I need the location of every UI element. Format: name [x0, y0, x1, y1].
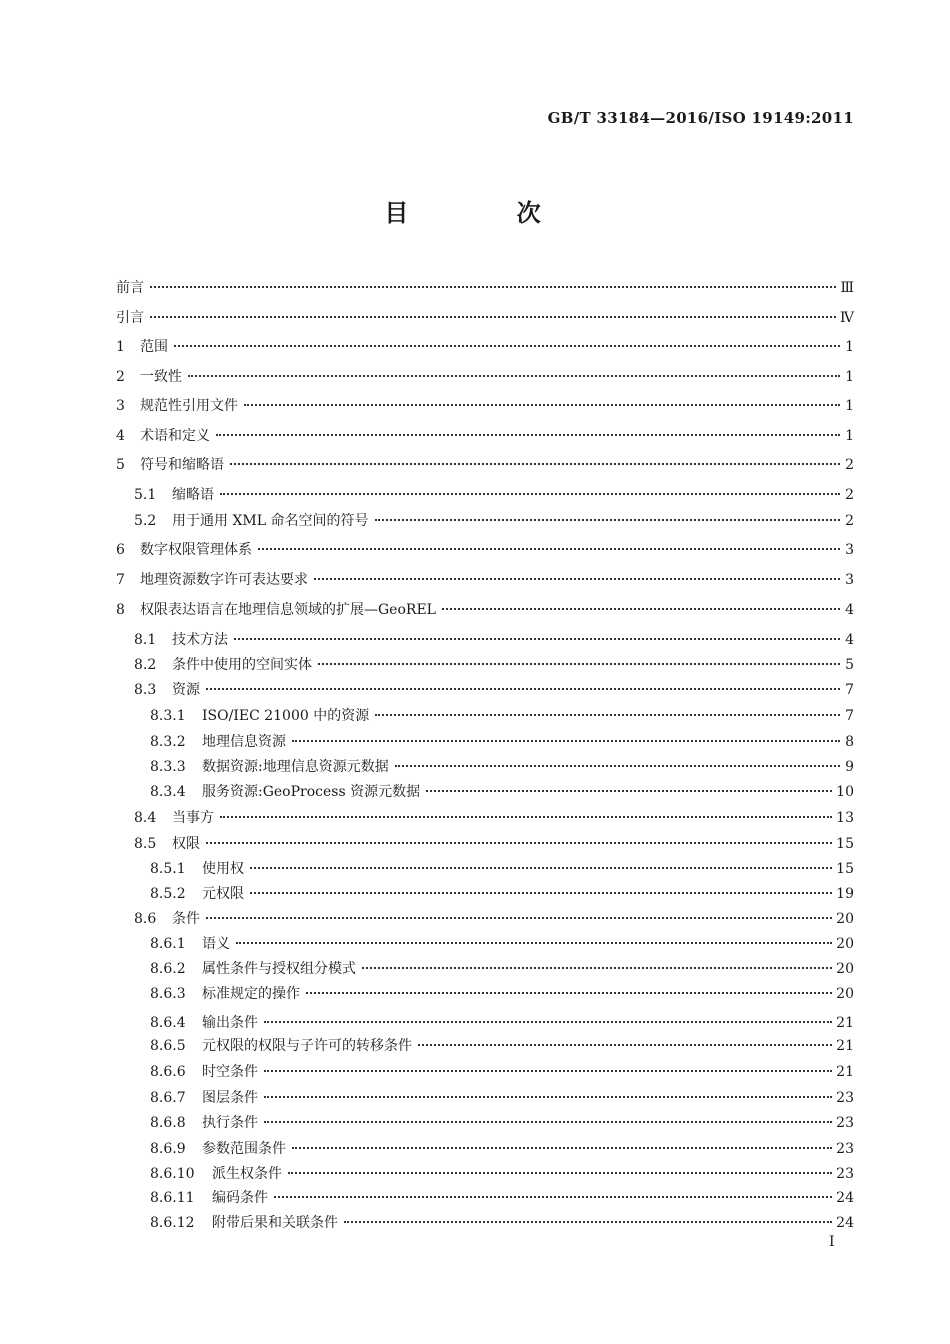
toc-leader-dots [216, 434, 840, 436]
toc-entry-label: 服务资源:GeoProcess 资源元数据 [202, 784, 421, 800]
toc-leader-dots [220, 816, 832, 818]
toc-leader-dots [264, 1021, 832, 1023]
toc-leader-dots [442, 608, 840, 610]
toc-entry[interactable] [116, 456, 854, 474]
toc-entry-label: 资源 [172, 682, 200, 698]
page-number: I [829, 1234, 835, 1250]
toc-entry-page: 9 [845, 759, 854, 775]
toc-entry-page: 24 [836, 1190, 854, 1206]
toc-entry[interactable] [150, 1189, 854, 1207]
page-title: 目 次 [384, 198, 591, 227]
toc-leader-dots [288, 1172, 832, 1174]
toc-entry-page: 2 [845, 487, 854, 503]
toc-leader-dots [418, 1044, 832, 1046]
toc-entry-label: 附带后果和关联条件 [212, 1215, 338, 1231]
toc-entry-label: 编码条件 [212, 1190, 268, 1206]
toc-entry-page: 23 [836, 1115, 854, 1131]
toc-entry-number: 8.6.7 [150, 1090, 186, 1106]
toc-entry-label: 使用权 [202, 861, 244, 877]
toc-entry[interactable] [116, 368, 854, 386]
toc-entry-number: 6 [116, 542, 125, 558]
toc-leader-dots [292, 740, 840, 742]
toc-entry-label: 属性条件与授权组分模式 [202, 961, 356, 977]
toc-leader-dots [426, 790, 832, 792]
toc-entry-number: 8.6.6 [150, 1064, 186, 1080]
toc-entry-label: 执行条件 [202, 1115, 258, 1131]
toc-entry-label: 数据资源:地理信息资源元数据 [202, 759, 389, 775]
toc-entry-label: 派生权条件 [212, 1166, 282, 1182]
toc-entry[interactable] [134, 910, 854, 928]
toc-entry-page: 2 [845, 513, 854, 529]
toc-entry-page: 13 [836, 810, 854, 826]
toc-entry[interactable] [150, 733, 854, 751]
toc-entry-number: 3 [116, 398, 125, 414]
toc-entry-label: 条件中使用的空间实体 [172, 657, 312, 673]
toc-entry[interactable] [150, 783, 854, 801]
toc-entry-page: 23 [836, 1166, 854, 1182]
toc-leader-dots [250, 867, 832, 869]
toc-entry-label: 语义 [202, 936, 230, 952]
toc-entry-label: 符号和缩略语 [140, 457, 224, 473]
toc-entry-number: 8.6.11 [150, 1190, 195, 1206]
toc-entry-page: 20 [836, 986, 854, 1002]
toc-leader-dots [318, 663, 840, 665]
toc-entry[interactable] [150, 1140, 854, 1158]
toc-leader-dots [150, 316, 836, 318]
toc-entry-page: 21 [836, 1015, 854, 1031]
toc-entry-page: 23 [836, 1141, 854, 1157]
toc-entry-number: 2 [116, 369, 125, 385]
toc-entry-number: 8.6.5 [150, 1038, 186, 1054]
toc-entry-label: 元权限 [202, 886, 244, 902]
toc-entry-number: 5 [116, 457, 125, 473]
toc-entry-number: 8.3 [134, 682, 157, 698]
toc-entry-page: 20 [836, 961, 854, 977]
toc-entry[interactable] [150, 1089, 854, 1107]
toc-entry[interactable] [116, 279, 854, 297]
toc-entry-page: 20 [836, 911, 854, 927]
toc-entry[interactable] [150, 1165, 854, 1183]
toc-entry-page: 3 [845, 542, 854, 558]
toc-entry-page: 8 [845, 734, 854, 750]
toc-entry-page: 21 [836, 1064, 854, 1080]
toc-entry-number: 5.1 [134, 487, 157, 503]
toc-entry[interactable] [134, 681, 854, 699]
toc-entry[interactable] [134, 809, 854, 827]
toc-entry[interactable] [150, 935, 854, 953]
toc-leader-dots [344, 1221, 832, 1223]
toc-entry-label: 规范性引用文件 [140, 398, 238, 414]
toc-entry-page: 2 [845, 457, 854, 473]
toc-entry-label: 标准规定的操作 [202, 986, 300, 1002]
toc-leader-dots [236, 942, 832, 944]
toc-entry[interactable] [150, 960, 854, 978]
toc-leader-dots [206, 842, 832, 844]
toc-leader-dots [292, 1147, 832, 1149]
toc-leader-dots [362, 967, 832, 969]
toc-entry-label: 地理信息资源 [202, 734, 286, 750]
toc-entry-label: 缩略语 [172, 487, 214, 503]
toc-leader-dots [188, 375, 840, 377]
toc-entry-label: 条件 [172, 911, 200, 927]
toc-entry-number: 1 [116, 339, 125, 355]
toc-entry-number: 8.5 [134, 836, 157, 852]
toc-entry[interactable] [134, 512, 854, 530]
toc-entry-label: 引言 [116, 310, 144, 326]
toc-entry-page: 4 [845, 602, 854, 618]
toc-entry-label: 输出条件 [202, 1015, 258, 1031]
toc-leader-dots [395, 765, 840, 767]
toc-entry[interactable] [134, 656, 854, 674]
toc-entry[interactable] [116, 338, 854, 356]
toc-entry[interactable] [116, 571, 854, 589]
toc-entry-page: 5 [845, 657, 854, 673]
toc-entry[interactable] [116, 397, 854, 415]
toc-entry[interactable] [150, 1037, 854, 1055]
toc-entry-number: 8.5.1 [150, 861, 186, 877]
toc-entry-label: 时空条件 [202, 1064, 258, 1080]
toc-entry-label: 技术方法 [172, 632, 228, 648]
toc-entry-page: 1 [845, 428, 854, 444]
toc-entry-number: 8.3.3 [150, 759, 186, 775]
toc-entry-label: 当事方 [172, 810, 214, 826]
toc-entry-number: 8.5.2 [150, 886, 186, 902]
toc-entry-number: 7 [116, 572, 125, 588]
toc-entry-number: 8.6.4 [150, 1015, 186, 1031]
toc-entry[interactable] [150, 985, 854, 1003]
toc-entry[interactable] [116, 427, 854, 445]
toc-entry-page: Ⅲ [840, 280, 854, 296]
toc-entry-page: 19 [836, 886, 854, 902]
toc-entry-page: Ⅳ [840, 310, 854, 326]
toc-entry-page: 7 [845, 708, 854, 724]
toc-entry[interactable] [150, 860, 854, 878]
toc-entry[interactable] [134, 631, 854, 649]
toc-entry-number: 8 [116, 602, 125, 618]
toc-entry-page: 1 [845, 339, 854, 355]
toc-entry-number: 4 [116, 428, 125, 444]
toc-entry-number: 8.3.1 [150, 708, 186, 724]
toc-leader-dots [264, 1121, 832, 1123]
toc-entry-page: 1 [845, 369, 854, 385]
toc-leader-dots [375, 519, 841, 521]
toc-leader-dots [206, 917, 832, 919]
toc-leader-dots [244, 404, 840, 406]
toc-leader-dots [258, 548, 840, 550]
toc-entry-page: 7 [845, 682, 854, 698]
toc-leader-dots [264, 1096, 832, 1098]
toc-leader-dots [150, 286, 836, 288]
toc-entry-number: 8.3.2 [150, 734, 186, 750]
toc-entry[interactable] [150, 1114, 854, 1132]
toc-entry-number: 8.6.2 [150, 961, 186, 977]
toc-entry[interactable] [150, 758, 854, 776]
toc-entry-label: ISO/IEC 21000 中的资源 [202, 708, 370, 724]
toc-leader-dots [375, 714, 840, 716]
toc-entry-page: 15 [836, 836, 854, 852]
toc-entry-label: 范围 [140, 339, 168, 355]
toc-leader-dots [274, 1196, 832, 1198]
toc-entry[interactable] [134, 486, 854, 504]
toc-entry-label: 元权限的权限与子许可的转移条件 [202, 1038, 412, 1054]
toc-leader-dots [314, 578, 840, 580]
toc-leader-dots [264, 1070, 832, 1072]
toc-entry-label: 参数范围条件 [202, 1141, 286, 1157]
toc-leader-dots [174, 345, 840, 347]
toc-entry-label: 权限表达语言在地理信息领域的扩展—GeoREL [140, 602, 436, 618]
toc-entry-number: 8.1 [134, 632, 157, 648]
toc-entry-number: 8.4 [134, 810, 157, 826]
toc-entry-number: 8.6.1 [150, 936, 186, 952]
toc-entry-number: 8.6.9 [150, 1141, 186, 1157]
document-code-header: GB/T 33184—2016/ISO 19149:2011 [547, 109, 854, 127]
toc-entry-label: 一致性 [140, 369, 182, 385]
toc-entry-label: 数字权限管理体系 [140, 542, 252, 558]
toc-entry-page: 24 [836, 1215, 854, 1231]
toc-entry[interactable] [150, 885, 854, 903]
toc-entry-page: 1 [845, 398, 854, 414]
toc-entry-page: 15 [836, 861, 854, 877]
toc-entry[interactable] [150, 1014, 854, 1032]
toc-entry-number: 8.6.10 [150, 1166, 195, 1182]
toc-entry[interactable] [150, 1214, 854, 1232]
toc-entry[interactable] [150, 1063, 854, 1081]
toc-entry-label: 术语和定义 [140, 428, 210, 444]
toc-leader-dots [220, 493, 840, 495]
toc-entry-label: 图层条件 [202, 1090, 258, 1106]
toc-entry-number: 8.6.12 [150, 1215, 195, 1231]
toc-entry-number: 5.2 [134, 513, 157, 529]
toc-entry-page: 21 [836, 1038, 854, 1054]
toc-entry[interactable] [116, 601, 854, 619]
toc-entry[interactable] [150, 707, 854, 725]
toc-entry-number: 8.6.3 [150, 986, 186, 1002]
toc-entry-label: 前言 [116, 280, 144, 296]
toc-leader-dots [250, 892, 832, 894]
toc-leader-dots [306, 992, 832, 994]
toc-entry-number: 8.3.4 [150, 784, 186, 800]
toc-entry-number: 8.2 [134, 657, 157, 673]
toc-entry-page: 10 [836, 784, 854, 800]
toc-leader-dots [234, 638, 840, 640]
toc-entry[interactable] [116, 541, 854, 559]
toc-entry-number: 8.6.8 [150, 1115, 186, 1131]
toc-entry-page: 20 [836, 936, 854, 952]
toc-entry-label: 权限 [172, 836, 200, 852]
toc-entry-label: 地理资源数字许可表达要求 [140, 572, 308, 588]
toc-leader-dots [206, 688, 840, 690]
toc-entry[interactable] [116, 309, 854, 327]
toc-entry-label: 用于通用 XML 命名空间的符号 [172, 513, 369, 529]
toc-entry-page: 3 [845, 572, 854, 588]
toc-entry-page: 23 [836, 1090, 854, 1106]
toc-entry-number: 8.6 [134, 911, 157, 927]
toc-entry[interactable] [134, 835, 854, 853]
toc-leader-dots [230, 463, 840, 465]
toc-entry-page: 4 [845, 632, 854, 648]
